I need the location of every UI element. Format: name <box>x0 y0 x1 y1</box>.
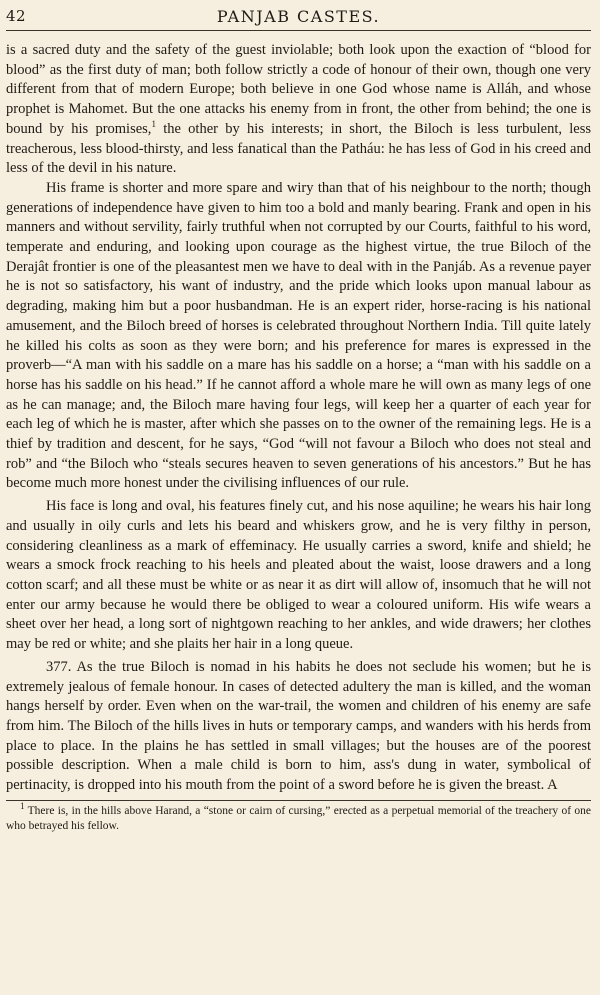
paragraph-text: is a sacred duty and the safety of the guest inviolable; both look upon the exaction of “blood for blood” as the first duty of man; both follow strictly a code of honour of their own, though one very different from that of modern Europe; both believe in one God whose name is Alláh, and whose prophet is Mahomet. But the one attacks his enemy from in front, the other from behind; the one is bound by his promises, <box>6 42 591 137</box>
paragraph-section-377 <box>6 658 591 796</box>
paragraph-continuation <box>6 41 591 179</box>
paragraph-text-continued: the other by his interests; in short, the Biloch is less turbulent, less treacherous, less blood-thirsty, and less fanatical than the Patháu: he has less of God in his creed and less of the devil in his nature. <box>6 120 591 177</box>
footnote-divider <box>6 800 591 801</box>
footnote-reference: 1 <box>151 118 156 129</box>
paragraph-text: His face is long and oval, his features finely cut, and his nose aquiline; he wears his hair long and usually in oily curls and lets his beard and whiskers grow, and he is very filthy in person, considering cleanliness as a mark of effeminacy. He usually carries a sword, knife and shield; he wears a smock frock reaching to his heels and pleated about the waist, loose drawers and a long cotton scarf; and all these must be white or as near it as dirt will allow of, insomuch that he will not enter our army because he would there be obliged to wear a coloured uniform. His wife wears a sheet over her head, a long sort of nightgown reaching to her ankles, and wide drawers; her clothes may be red or white; and she plaits her hair in a long queue. <box>6 498 591 653</box>
page-header <box>6 6 591 31</box>
paragraph-text: His frame is shorter and more spare and wiry than that of his neighbour to the north; though generations of independence have given to him too a bold and manly bearing. Frank and open in his manners and without servility, fairly truthful when not corrupted by our Courts, faithful to his word, temperate and enduring, and looking upon courage as the highest virtue, the true Biloch of the Derajât frontier is one of the pleasantest men we have to deal with in the Panjáb. As a revenue payer he is not so satisfactory, his want of industry, and the pride which looks upon manual labour as degrading, making him but a poor husbandman. He is an expert rider, horse-racing is his national amusement, and the Biloch breed of horses is celebrated throughout Northern India. Till quite lately he killed his colts as soon as they were born; and his preference for mares is expressed in the proverb—“A man with his saddle on a mare has his saddle on a horse; a “man with his saddle on a horse has his saddle on his head.” If he cannot afford a whole mare he will own as many legs of one as he can manage; and, the Biloch mare having four legs, will keep her a quarter of each year for each leg of which he is master, after which she passes on to the owner of the remaining legs. He is a thief by tradition and descent, for he says, “God “will not favour a Biloch who does not steal and rob” and “the Biloch who “steals secures heaven to seven generations of his ancestors.” But he has become much more honest under the civilising influences of our rule. <box>6 179 591 492</box>
footnote-marker: 1 <box>20 800 25 811</box>
paragraph-text: As the true Biloch is nomad in his habits he does not seclude his women; but he is extremely jealous of female honour. In cases of detected adultery the man is killed, and the woman hangs herself by order. Even when on the war-trail, the women and children of his enemy are safe from him. The Biloch of the hills lives in huts or temporary camps, and wanders with his herds from place to place. In the plains he has settled in small villages; but the houses are of the poorest possible description. When a male child is born to him, ass's dung in water, symbolical of pertinacity, is dropped into his mouth from the point of a sword before he is given the breast. A <box>6 658 591 794</box>
body-text <box>6 41 591 796</box>
footnote-text: There is, in the hills above Harand, a “stone or cairn of cursing,” erected as a perpetual memorial of the treachery of one who betrayed his fellow. <box>6 804 591 832</box>
page-number: 42 <box>6 7 27 25</box>
paragraph-physique-character <box>6 179 591 494</box>
paragraph-appearance-dress <box>6 497 591 655</box>
footnote <box>6 800 591 834</box>
section-number: 377. <box>46 658 72 675</box>
running-title: PANJAB CASTES. <box>216 7 381 26</box>
